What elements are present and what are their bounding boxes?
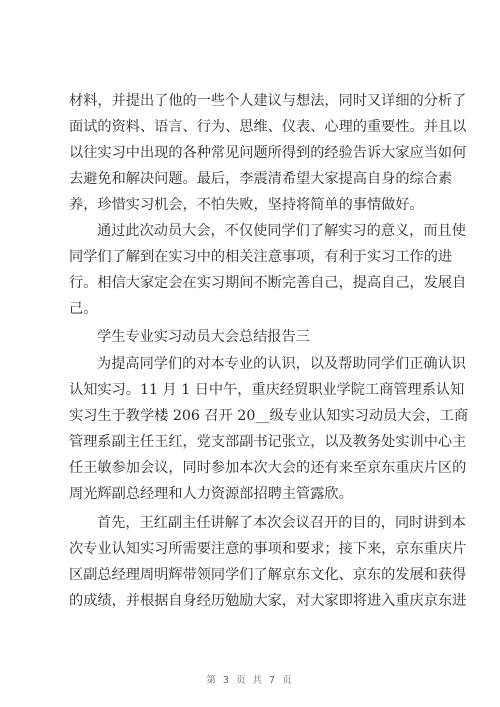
text-line-content: 为提高同学们的对本专业的认识，以及帮助同学们正确认识: [97, 356, 466, 372]
text-line-content: 行。相信大家定会在实习期间不断完善自己，提高自己，发展自: [69, 275, 467, 291]
section-heading: [0, 324, 500, 350]
text-line-content: 任王敏参加会议，同时参加本次大会的还有来至京东重庆片区的: [69, 460, 467, 476]
text-line: [0, 296, 500, 322]
page-footer: [0, 672, 500, 686]
text-line: [0, 166, 500, 192]
text-line: [0, 270, 500, 296]
text-line: [0, 429, 500, 455]
text-line-content: 同学们了解到在实习中的相关注意事项，有利于实习工作的进: [69, 249, 453, 265]
text-line: [0, 114, 500, 140]
text-line: [0, 244, 500, 270]
text-line-content: 周光辉副总经理和人力资源部招聘主管露欣。: [69, 486, 353, 502]
text-line-content: 实习生于教学楼 206 召开 20__级专业认知实习动员大会，工商: [69, 408, 469, 424]
text-line: [0, 510, 500, 536]
text-line-content: 的成绩，并根据自身经历勉励大家，对大家即将进入重庆京东进: [69, 593, 467, 609]
text-line-content: 通过此次动员大会，不仅使同学们了解实习的意义，而且使: [97, 223, 466, 239]
section-heading-text: 学生专业实习动员大会总结报告三: [97, 329, 310, 345]
text-line-content: 去避免和解决问题。最后，李震清希望大家提高自身的综合素: [69, 171, 453, 187]
page-number-label: 第 3 页 共 7 页: [206, 675, 294, 686]
text-line-content: 养，珍惜实习机会，不怕失败，坚持将简单的事情做好。: [69, 197, 424, 213]
text-line-content: 认知实习。11 月 1 日中午，重庆经贸职业学院工商管理系认知: [69, 382, 465, 398]
text-line: [0, 140, 500, 166]
text-line: [0, 588, 500, 614]
text-line-content: 己。: [69, 301, 98, 317]
text-line-content: 首先，王红副主任讲解了本次会议召开的目的，同时讲到本: [97, 515, 466, 531]
text-line: [0, 562, 500, 588]
text-line: [0, 192, 500, 218]
text-line-content: 管理系副主任王红，党支部副书记张立，以及教务处实训中心主: [69, 434, 467, 450]
text-line: [0, 377, 500, 403]
text-line: [0, 218, 500, 244]
text-line-content: 材料，并提出了他的一些个人建议与想法，同时又详细的分析了: [69, 93, 467, 109]
text-line-content: 以往实习中出现的各种常见问题所得到的经验告诉大家应当如何: [69, 145, 467, 161]
text-line: [0, 455, 500, 481]
text-line-content: 区副总经理周明辉带领同学们了解京东文化、京东的发展和获得: [69, 567, 467, 583]
text-line-content: 面试的资料、语言、行为、思维、仪表、心理的重要性。并且以: [69, 119, 467, 135]
text-line: [0, 481, 500, 507]
text-line-content: 次专业认知实习所需要注意的事项和要求；接下来，京东重庆片: [69, 541, 467, 557]
text-line: [0, 403, 500, 429]
text-line: [0, 351, 500, 377]
text-line: [0, 88, 500, 114]
text-line: [0, 536, 500, 562]
